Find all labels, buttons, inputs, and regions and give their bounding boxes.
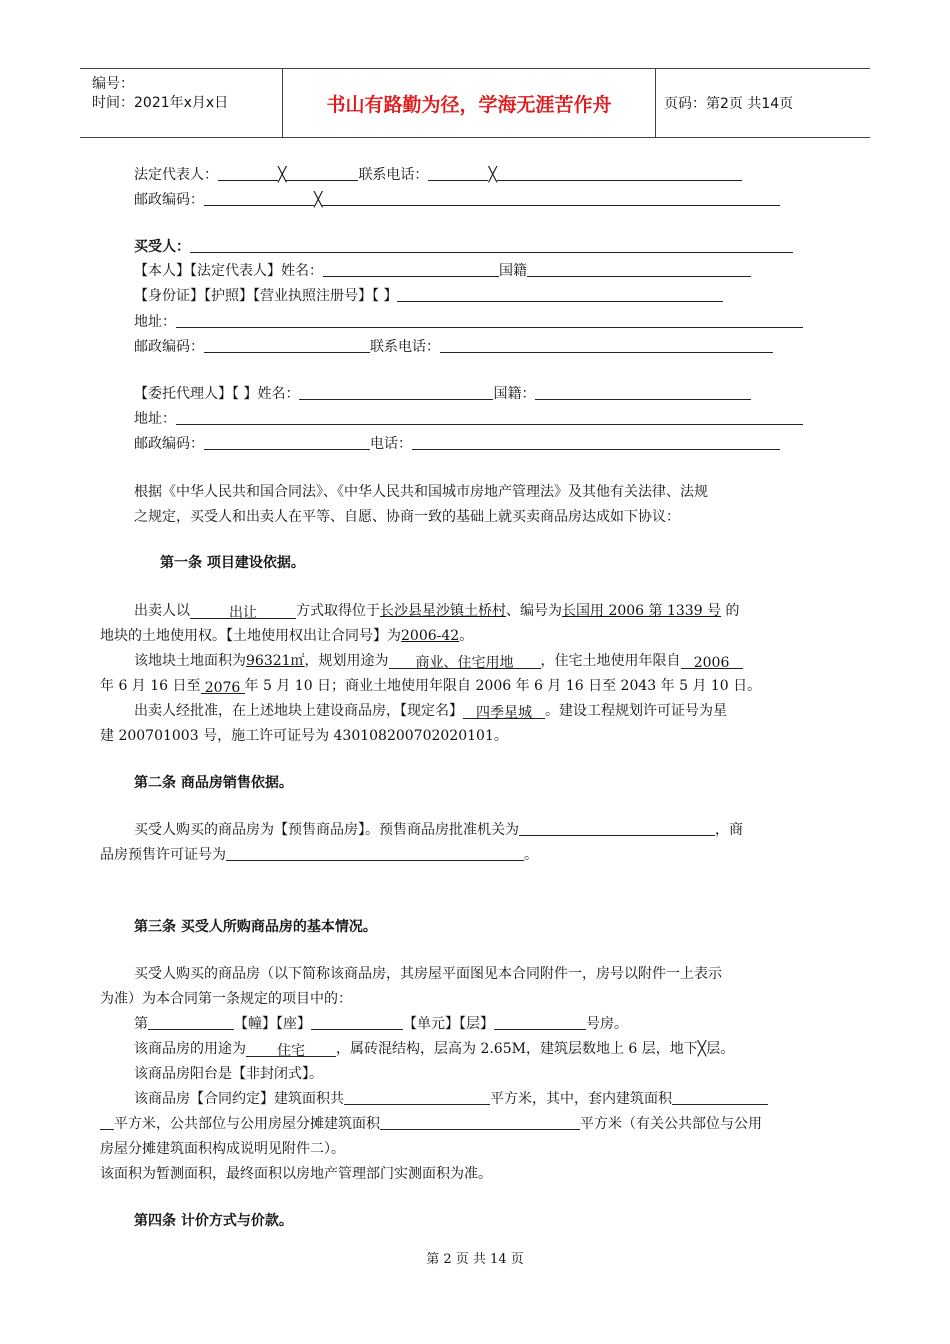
article-3-p3: 第 【幢】【座】 【单元】【层】 号房。 <box>134 1016 628 1032</box>
land-method-value: 出让 <box>190 603 296 619</box>
header-meta-cell <box>80 69 283 137</box>
agent-address-line: 地址： <box>134 409 803 429</box>
article-4-title: 第四条 计价方式与价款。 <box>134 1213 293 1229</box>
building-area-field[interactable] <box>344 1089 490 1105</box>
article-3-p8: 房屋分摊建筑面积构成说明见附件二）。 <box>100 1141 345 1157</box>
residential-end-year: 2076 <box>201 678 245 694</box>
buyer-heading: 买受人： <box>134 239 190 255</box>
article-3-title: 第三条 买受人所购商品房的基本情况。 <box>134 919 377 935</box>
article-1-p1: 出卖人以 出让 方式取得位于长沙县星沙镇土桥村、编号为长国用 2006 第 1339 号 的 <box>134 603 740 621</box>
agent-postcode-line: 邮政编码： 电话： <box>134 434 780 454</box>
land-location-value: 长沙县星沙镇土桥村 <box>380 603 506 619</box>
land-number-value: 长国用 2006 第 1339 号 <box>562 603 722 619</box>
article-1-p1-cont: 地块的土地使用权。【土地使用权出让合同号】为2006-42。 <box>100 628 474 644</box>
article-3-p7: 平方米，公共部位与公用房屋分摊建筑面积 平方米（有关公共部位与公用 <box>100 1114 762 1134</box>
unit-field[interactable] <box>311 1014 403 1030</box>
shared-area-field[interactable] <box>380 1114 580 1130</box>
article-3-p4: 该商品房的用途为 住宅 ，属砖混结构，层高为 2.65M，建筑层数地上 6 层，地下╳层。 <box>134 1041 735 1059</box>
article-2-p2: 品房预售许可证号为 。 <box>100 847 538 863</box>
buyer-person-name-field[interactable] <box>323 261 499 277</box>
article-1-title: 第一条 项目建设依据。 <box>160 555 305 571</box>
agent-address-field[interactable] <box>176 409 803 425</box>
article-1-p3: 年 6 月 16 日至 2076 年 5 月 10 日；商业土地使用年限自 2006 年 6 月 16 日至 2043 年 5 月 10 日。 <box>100 678 762 696</box>
article-3-p6: 该商品房【合同约定】建筑面积共 平方米，其中，套内建筑面积 <box>134 1089 768 1109</box>
interior-area-field[interactable] <box>672 1089 768 1105</box>
strike-mark: ╳ <box>278 167 287 183</box>
page-header <box>80 68 870 138</box>
article-1-p4: 出卖人经批准，在上述地块上建设商品房，【现定名】 四季星城 。建设工程规划许可证号为星 <box>134 703 727 721</box>
buyer-address-field[interactable] <box>176 312 803 328</box>
document-date: 时间：2021年x月x日 <box>92 95 229 111</box>
seller-postcode-line: 邮政编码： ╳ <box>134 190 780 210</box>
strike-mark: ╳ <box>697 1041 707 1057</box>
buyer-line <box>134 237 793 257</box>
agent-phone-field[interactable] <box>412 434 780 450</box>
buyer-id-field[interactable] <box>397 286 723 302</box>
buyer-name-field[interactable] <box>190 237 793 253</box>
seller-postcode-field[interactable] <box>204 190 314 206</box>
legal-rep-field[interactable] <box>218 165 278 181</box>
agent-nationality-field[interactable] <box>535 384 751 400</box>
land-use-value: 商业、住宅用地 <box>389 653 541 669</box>
buyer-id-line: 【身份证】【护照】【营业执照注册号】【 】 <box>134 286 723 306</box>
article-1-p5: 建 200701003 号，施工许可证号为 430108200702020101。 <box>100 728 508 744</box>
seller-postcode-field-2[interactable] <box>322 190 780 206</box>
strike-mark: ╳ <box>314 192 323 208</box>
agent-name-line: 【委托代理人】【 】姓名： 国籍： <box>134 384 751 404</box>
page-footer: 第 2 页 共 14 页 <box>426 1252 524 1267</box>
article-2-p1: 买受人购买的商品房为【预售商品房】。预售商品房批准机关为 ，商 <box>134 822 743 838</box>
buyer-nationality-field[interactable] <box>527 261 751 277</box>
land-contract-value: 2006-42 <box>401 628 460 644</box>
seller-phone-field-2[interactable] <box>497 165 742 181</box>
article-3-p2: 为准）为本合同第一条规定的项目中的： <box>100 991 352 1007</box>
article-1-p2: 该地块土地面积为96321㎡，规划用途为 商业、住宅用地 ，住宅土地使用年限自 2006 <box>134 651 743 671</box>
room-field[interactable] <box>494 1014 586 1030</box>
land-area-value: 96321㎡ <box>246 653 305 669</box>
presale-authority-field[interactable] <box>519 820 715 836</box>
buyer-postcode-line: 邮政编码： 联系电话： <box>134 337 773 357</box>
presale-permit-field[interactable] <box>226 845 524 861</box>
article-3-p5: 该商品房阳台是【非封闭式】。 <box>134 1066 323 1082</box>
seller-phone-field[interactable] <box>428 165 488 181</box>
document-number-label: 编号： <box>92 76 134 92</box>
article-3-p1: 买受人购买的商品房（以下简称该商品房，其房屋平面图见本合同附件一，房号以附件一上表示 <box>134 966 722 982</box>
buyer-postcode-field[interactable] <box>204 337 370 353</box>
project-name-value: 四季星城 <box>463 703 545 719</box>
preamble-line-1: 根据《中华人民共和国合同法》、《中华人民共和国城市房地产管理法》及其他有关法律、法规 <box>134 484 708 500</box>
article-2-title: 第二条 商品房销售依据。 <box>134 775 293 791</box>
buyer-phone-field[interactable] <box>440 337 773 353</box>
seller-legal-rep-line: 法定代表人： ╳ 联系电话： ╳ <box>134 165 742 185</box>
agent-postcode-field[interactable] <box>204 434 370 450</box>
house-use-value: 住宅 <box>246 1041 336 1057</box>
buyer-name-line: 【本人】【法定代表人】姓名： 国籍 <box>134 261 751 281</box>
building-field[interactable] <box>148 1014 234 1030</box>
residential-start-year: 2006 <box>681 653 743 669</box>
preamble-line-2: 之规定，买受人和出卖人在平等、自愿、协商一致的基础上就买卖商品房达成如下协议： <box>134 509 680 525</box>
header-motto: 书山有路勤为径，学海无涯苦作舟 <box>283 69 656 137</box>
agent-name-field[interactable] <box>299 384 493 400</box>
article-3-p9: 该面积为暂测面积，最终面积以房地产管理部门实测面积为准。 <box>100 1166 492 1182</box>
header-page-indicator: 页码：第2页 共14页 <box>664 96 794 112</box>
buyer-address-line: 地址： <box>134 312 803 332</box>
strike-mark: ╳ <box>488 167 497 183</box>
legal-rep-field-2[interactable] <box>286 165 358 181</box>
